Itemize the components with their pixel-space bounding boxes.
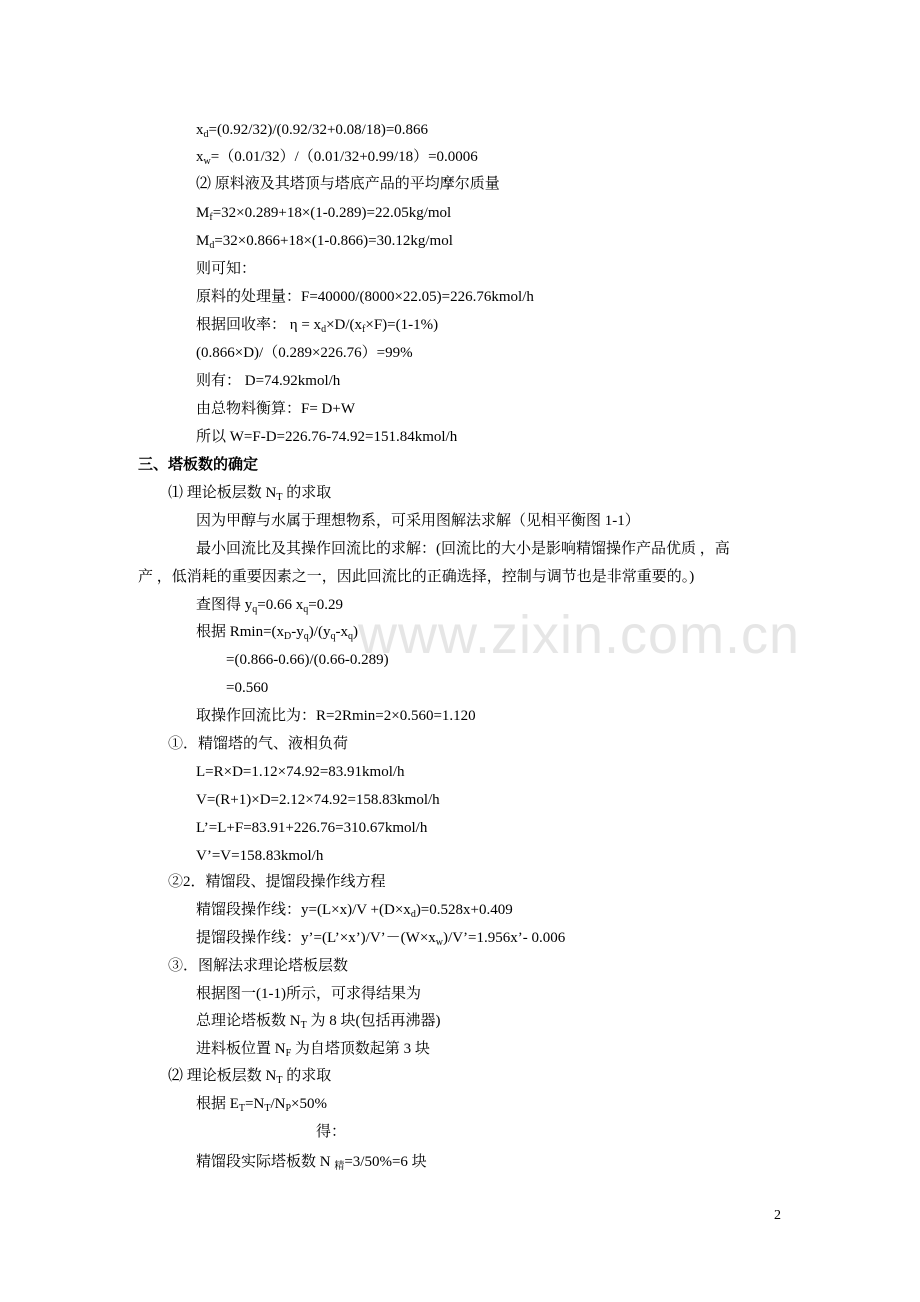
equation-recovery: 根据回收率： $\eta = x_d\times D/(x_f\times F)=(1-1\%)$	[196, 317, 439, 335]
result-feed-plate: 进料板位置 $N_F$ 为自塔顶数起第 3 块	[196, 1041, 430, 1059]
equation-balance: 由总物料衡算：F= D+W	[196, 401, 356, 417]
paragraph-line: 根据图一(1-1)所示，可求得结果为	[196, 986, 421, 1002]
subheading-graphical-method: ③．图解法求理论塔板层数	[168, 958, 349, 974]
result-total-plates: 总理论塔板数 $N_T$ 为 8 块(包括再沸器)	[196, 1013, 441, 1031]
section-heading: 三、塔板数的确定	[138, 457, 259, 473]
text-line: 得：	[316, 1124, 347, 1140]
equation-md: $M_d=32\times 0.866+18\times(1-0.866)=30.12kg$/mol	[196, 233, 453, 251]
equation-rmin-step: =(0.866-0.66)/(0.66-0.289)	[226, 652, 389, 668]
subheading-loads: ①．精馏塔的气、液相负荷	[168, 736, 349, 752]
paragraph-line: 产 ，低消耗的重要因素之一，因此回流比的正确选择，控制与调节也是非常重要的。)	[138, 569, 695, 585]
equation-recovery-value: (0.866×D)/（0.289×226.76）=99%	[196, 345, 413, 361]
equation-l: L=R×D=1.12×74.92=83.91kmol/h	[196, 764, 405, 780]
equation-feed-rate: 原料的处理量：F=40000/(8000×22.05)=226.76kmol/h	[196, 289, 534, 305]
equation-d: 则有： D=74.92kmol/h	[196, 373, 341, 389]
equation-xd: $x_d=(0.92/32)/(0.92/32+0.08/18)=0.866$	[196, 122, 429, 140]
equation-rectifying-line: 精馏段操作线：$y=(L\times x)/V +(D\times x_d)=0.528x+0.409$	[196, 902, 513, 920]
watermark: www.zixin.com.cn	[358, 605, 801, 665]
equation-rmin: 根据 $Rmin=(x_D-y_q)/(y_q-x_q)$	[196, 624, 358, 642]
equation-reflux: 取操作回流比为：R=2Rmin=2×0.560=1.120	[196, 708, 476, 724]
equation-rmin-result: =0.560	[226, 680, 269, 696]
page-number: 2	[774, 1208, 781, 1223]
paragraph-line: 最小回流比及其操作回流比的求解：(回流比的大小是影响精馏操作产品优质 ，高	[196, 541, 730, 557]
equation-graph-read: 查图得 $y_q=0.66$ $x_q=0.29$	[196, 597, 343, 615]
subheading-theoretical-plates: ⑴ 理论板层数 $N_T$ 的求取	[168, 485, 332, 503]
equation-mf: $M_f=32\times 0.289+18\times(1-0.289)=22.05kg$/mol	[196, 205, 452, 223]
subheading-operating-lines: ②2．精馏段、提馏段操作线方程	[168, 874, 386, 890]
subheading-theoretical-plates-2: ⑵ 理论板层数 $N_T$ 的求取	[168, 1068, 332, 1086]
text-line: 则可知：	[196, 261, 257, 277]
equation-xw: $x_w=(0.01/32)/(0.01/32+0.99/18)=0.0006$	[196, 149, 478, 167]
equation-l-prime: L’=L+F=83.91+226.76=310.67kmol/h	[196, 820, 428, 836]
equation-v-prime: V’=V=158.83kmol/h	[196, 848, 324, 864]
equation-efficiency: 根据 $E_T=N_T/N_P\times 50\%$	[196, 1096, 327, 1114]
equation-w: 所以 W=F-D=226.76-74.92=151.84kmol/h	[196, 429, 458, 445]
paragraph-line: 因为甲醇与水属于理想物系，可采用图解法求解（见相平衡图 1-1）	[196, 513, 640, 529]
equation-v: V=(R+1)×D=2.12×74.92=158.83kmol/h	[196, 792, 440, 808]
equation-stripping-line: 提馏段操作线：$y’=(L’\times x’)/V’-(W\times x_w)/V’=1.956x’-$ 0.006	[196, 930, 566, 948]
subheading-molar-mass: ⑵ 原料液及其塔顶与塔底产品的平均摩尔质量	[196, 176, 500, 192]
result-rectifying-plates: 精馏段实际塔板数 N $_精$=3/50%=6 块	[196, 1154, 427, 1172]
